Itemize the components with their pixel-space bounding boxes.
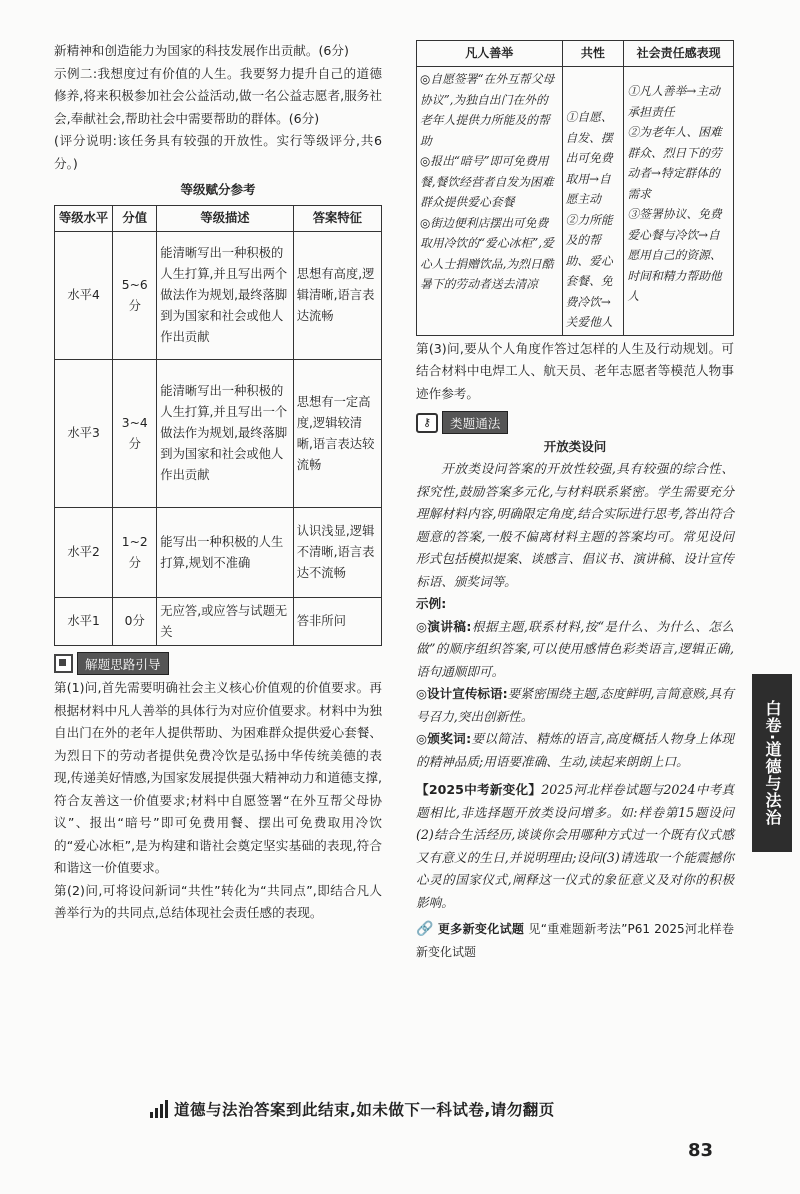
intro-paragraph-1: 新精神和创造能力为国家的科技发展作出贡献。(6分)	[54, 43, 349, 58]
example-text: 根据主题,联系材料,按“是什么、为什么、怎么做”的顺序组织答案,可以使用感情色彩类语言,逻辑正确,语句通顺即可。	[416, 618, 734, 679]
header-level: 等级水平	[55, 206, 113, 232]
left-column	[54, 40, 382, 925]
more-questions-ref: 见“重难题新考法”P61 2025河北样卷新变化试题	[416, 922, 734, 959]
intro-paragraph-2: 示例二:我想度过有价值的人生。我要努力提升自己的道德修养,将来积极参加社会公益活动,做一名公益志愿者,服务社会,奉献社会,帮助社会中需要帮助的群体。(6分)	[54, 65, 382, 126]
table-row	[55, 508, 382, 598]
good-deeds-table	[416, 40, 734, 336]
new-change-tag: 【2025中考新变化】	[416, 782, 542, 797]
features-cell: 思想有高度,逻辑清晰,语言表达流畅	[293, 232, 381, 360]
method-label-text: 类题通法	[442, 411, 508, 434]
table-row	[55, 598, 382, 646]
examples-label: 示例:	[416, 596, 447, 611]
grade-table-header-row	[55, 206, 382, 232]
q3-paragraph: 第(3)问,要从个人角度作答过怎样的人生及行动规划。可结合材料中电焊工人、航天员、老年志愿者等模范人物事迹作参考。	[416, 340, 734, 401]
acts-cell: ◎自愿签署“在外互帮父母协议”,为独自出门在外的老年人提供力所能及的帮助 ◎报出“暗号”即可免费用餐,餐饮经营者自发为困难群众提供爱心套餐 ◎街边便利店摆出可免费取用冷饮的“爱心冰柜”,爱心人士捐赠饮品,为烈日酷暑下的劳动者送去清凉	[417, 67, 563, 336]
footer-bar	[150, 1096, 730, 1122]
more-questions-bold: 更多新变化试题	[437, 922, 525, 936]
header-description: 等级描述	[157, 206, 293, 232]
description-cell: 能清晰写出一种积极的人生打算,并且写出一个做法作为规划,最终落脚到为国家和社会或他人作出贡献	[157, 360, 293, 508]
score-cell: 5~6分	[113, 232, 157, 360]
page-number: 83	[688, 1140, 714, 1161]
new-change-text: 2025河北样卷试题与2024中考真题相比,非选择题开放类设问增多。如:样卷第15题设问(2)结合生活经历,谈谈你会用哪种方式过一个既有仪式感又有意义的生日,并说明理由;设问(3)请选取一个能震撼你心灵的国家仪式,阐释这一仪式的象征意义及对你的积极影响。	[416, 782, 734, 910]
header-responsibility: 社会责任感表现	[624, 41, 734, 67]
description-cell: 无应答,或应答与试题无关	[157, 598, 293, 646]
header-acts: 凡人善举	[417, 41, 563, 67]
header-common: 共性	[562, 41, 624, 67]
level-cell: 水平1	[55, 598, 113, 646]
guide-label-text: 解题思路引导	[77, 652, 169, 675]
features-cell: 答非所问	[293, 598, 381, 646]
new-change-paragraph	[416, 779, 734, 914]
score-cell: 0分	[113, 598, 157, 646]
grade-table	[54, 205, 382, 646]
example-term: ◎演讲稿:	[416, 618, 472, 634]
score-cell: 3~4分	[113, 360, 157, 508]
footer-text: 道德与法治答案到此结束,如未做下一科试卷,请勿翻页	[174, 1101, 555, 1119]
bars-icon	[150, 1100, 168, 1118]
description-cell: 能写出一种积极的人生打算,规划不准确	[157, 508, 293, 598]
example-award	[416, 728, 734, 773]
example-term: ◎设计宣传标语:	[416, 686, 508, 701]
guide-icon	[54, 654, 73, 673]
description-cell: 能清晰写出一种积极的人生打算,并且写出两个做法作为规划,最终落脚到为国家和社会或他人作出贡献	[157, 232, 293, 360]
level-cell: 水平3	[55, 360, 113, 508]
guide-section-label	[54, 652, 169, 675]
level-cell: 水平4	[55, 232, 113, 360]
common-cell: ①自愿、自发、摆出可免费取用→自愿主动 ②力所能及的帮助、爱心套餐、免费冷饮→关爱他人	[562, 67, 624, 336]
intro-paragraph-3: (评分说明:该任务具有较强的开放性。实行等级评分,共6分。)	[54, 133, 382, 171]
features-cell: 认识浅显,逻辑不清晰,语言表达不流畅	[293, 508, 381, 598]
method-title: 开放类设问	[543, 439, 607, 454]
grade-table-title: 等级赋分参考	[180, 182, 256, 197]
example-speech	[416, 616, 734, 684]
method-paragraph: 开放类设问答案的开放性较强,具有较强的综合性、探究性,鼓励答案多元化,与材料联系紧密。学生需要充分理解材料内容,明确限定角度,结合实际进行思考,答出符合题意的答案,一般不偏离材料主题的答案均可。常见设问形式包括模拟提案、谈感言、倡议书、演讲稿、设计宣传标语、颁奖词等。	[416, 461, 734, 589]
example-term: ◎颁奖词:	[416, 731, 472, 746]
good-deeds-header-row	[417, 41, 734, 67]
header-features: 答案特征	[293, 206, 381, 232]
table-row	[55, 232, 382, 360]
example-slogan	[416, 683, 734, 728]
side-tab: 白卷·道德与法治	[752, 674, 792, 852]
responsibility-cell: ①凡人善举→主动承担责任 ②为老年人、困难群众、烈日下的劳动者→特定群体的需求 ③签署协议、免费爱心餐与冷饮→自愿用自己的资源、时间和精力帮助他人	[624, 67, 734, 336]
level-cell: 水平2	[55, 508, 113, 598]
method-section-label	[416, 411, 508, 434]
header-score: 分值	[113, 206, 157, 232]
right-column	[416, 40, 734, 963]
more-questions-line	[416, 918, 734, 963]
features-cell: 思想有一定高度,逻辑较清晰,语言表达较流畅	[293, 360, 381, 508]
example-text: 要紧密围绕主题,态度鲜明,言简意赅,具有号召力,突出创新性。	[416, 686, 734, 724]
key-icon: ⚷	[416, 413, 438, 433]
table-row	[55, 360, 382, 508]
table-row	[417, 67, 734, 336]
link-icon: 🔗	[416, 921, 434, 937]
example-text: 要以简洁、精炼的语言,高度概括人物身上体现的精神品质;用语要准确、生动,读起来朗朗上口。	[416, 731, 734, 769]
score-cell: 1~2分	[113, 508, 157, 598]
guide-paragraph-2: 第(2)问,可将设问新词“共性”转化为“共同点”,即结合凡人善举行为的共同点,总结体现社会责任感的表现。	[54, 882, 382, 920]
guide-paragraph-1: 第(1)问,首先需要明确社会主义核心价值观的价值要求。再根据材料中凡人善举的具体行为对应价值要求。材料中为独自出门在外的老年人提供帮助、为困难群众提供爱心套餐、为烈日下的劳动者提供免费冷饮是弘扬中华传统美德的表现,传递美好情感,为国家发展提供强大精神动力和道德支撑,符合友善这一价值要求;材料中自愿签署“在外互帮父母协议”、报出“暗号”即可免费用餐、摆出可免费取用冷饮的“爱心冰柜”,是为构建和谐社会奠定坚实基础的表现,符合和谐这一价值要求。	[54, 680, 382, 875]
